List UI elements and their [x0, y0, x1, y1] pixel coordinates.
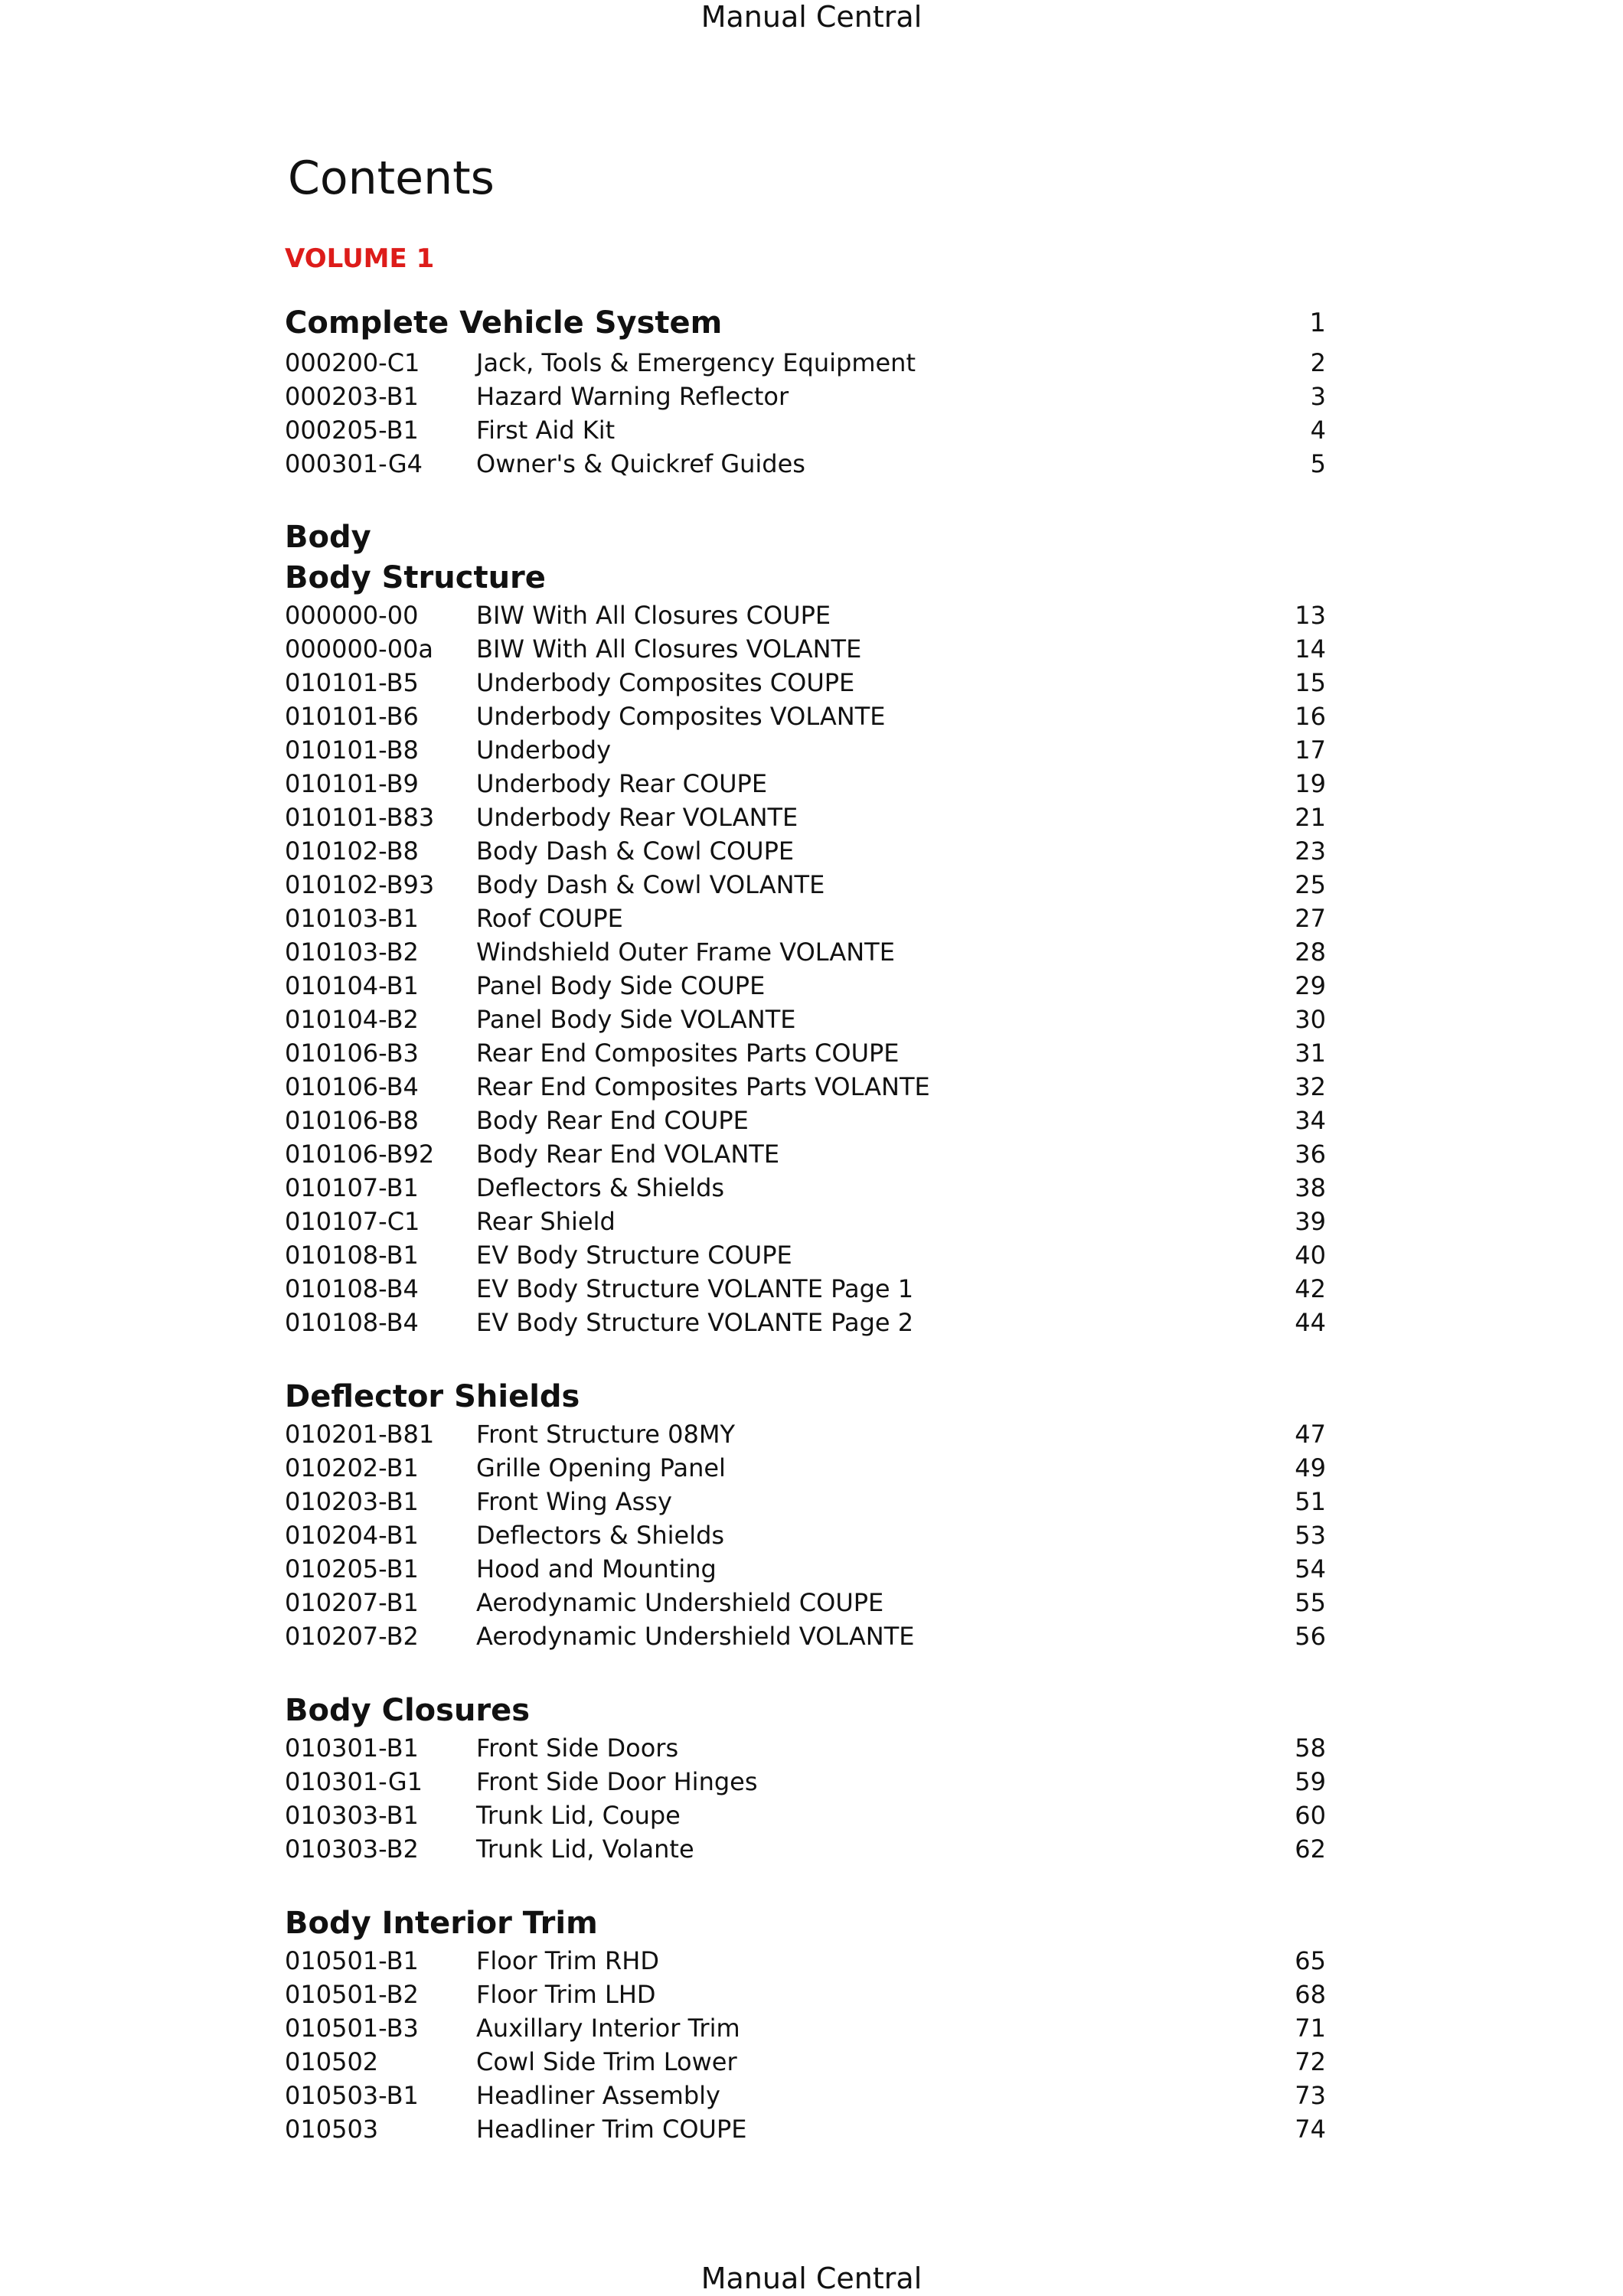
toc-entry[interactable]	[285, 1104, 1326, 1137]
entry-page-number: 71	[1295, 2014, 1326, 2043]
toc-entry[interactable]	[285, 1306, 1326, 1339]
entry-name: BIW With All Closures COUPE	[476, 601, 831, 630]
entry-name: Aerodynamic Undershield VOLANTE	[476, 1622, 915, 1651]
entry-page-number: 36	[1295, 1140, 1326, 1169]
section-title: Body	[285, 520, 371, 555]
entry-page-number: 21	[1295, 803, 1326, 832]
entry-code: 010204-B1	[285, 1521, 419, 1550]
entry-code: 010502	[285, 2047, 379, 2076]
entry-name: BIW With All Closures VOLANTE	[476, 634, 862, 664]
entry-code: 010501-B3	[285, 2014, 419, 2043]
entry-code: 010203-B1	[285, 1487, 419, 1516]
entry-page-number: 44	[1295, 1308, 1326, 1337]
entry-page-number: 53	[1295, 1521, 1326, 1550]
entry-page-number: 54	[1295, 1554, 1326, 1583]
toc-entry[interactable]	[285, 380, 1326, 413]
entry-code: 010201-B81	[285, 1420, 435, 1449]
entry-page-number: 27	[1295, 904, 1326, 933]
entry-name: Trunk Lid, Volante	[476, 1835, 694, 1864]
toc-entry[interactable]	[285, 413, 1326, 447]
entry-name: Headliner Assembly	[476, 2081, 720, 2110]
entry-page-number: 74	[1295, 2115, 1326, 2144]
entry-code: 010106-B3	[285, 1039, 419, 1068]
toc-entry[interactable]	[285, 1070, 1326, 1104]
entry-page-number: 23	[1295, 837, 1326, 866]
toc-entry[interactable]	[285, 969, 1326, 1003]
entry-page-number: 39	[1295, 1207, 1326, 1236]
entry-page-number: 40	[1295, 1241, 1326, 1270]
volume-label: VOLUME 1	[285, 243, 435, 274]
entry-page-number: 72	[1295, 2047, 1326, 2076]
toc-entry[interactable]	[285, 632, 1326, 666]
entry-page-number: 42	[1295, 1274, 1326, 1303]
subsection-heading[interactable]: Body Structure	[285, 560, 546, 595]
entry-page-number: 19	[1295, 769, 1326, 798]
entry-page-number: 55	[1295, 1588, 1326, 1617]
entry-page-number: 73	[1295, 2081, 1326, 2110]
toc-entry[interactable]	[285, 1238, 1326, 1272]
toc-entry[interactable]	[285, 1171, 1326, 1205]
entry-name: Trunk Lid, Coupe	[476, 1801, 681, 1830]
entry-page-number: 56	[1295, 1622, 1326, 1651]
page-header: Manual Central	[700, 0, 923, 34]
entry-code: 010103-B2	[285, 938, 419, 967]
entry-code: 010501-B1	[285, 1946, 419, 1975]
entry-name: Roof COUPE	[476, 904, 623, 933]
entry-code: 010301-B1	[285, 1733, 419, 1763]
entry-name: Underbody Rear COUPE	[476, 769, 768, 798]
entry-name: Windshield Outer Frame VOLANTE	[476, 938, 895, 967]
entry-page-number: 17	[1295, 735, 1326, 765]
entry-code: 010107-C1	[285, 1207, 420, 1236]
entry-name: Body Dash & Cowl COUPE	[476, 837, 795, 866]
subsection-spacer	[285, 1866, 1326, 1903]
entry-name: Headliner Trim COUPE	[476, 2115, 747, 2144]
entry-page-number: 62	[1295, 1835, 1326, 1864]
entry-page-number: 29	[1295, 971, 1326, 1000]
entry-code: 010108-B4	[285, 1274, 419, 1303]
entry-name: Floor Trim LHD	[476, 1980, 656, 2009]
section-heading[interactable]	[285, 303, 1326, 343]
entry-page-number: 2	[1310, 348, 1326, 377]
entry-page-number: 14	[1295, 634, 1326, 664]
entry-code: 010205-B1	[285, 1554, 419, 1583]
entry-code: 010104-B2	[285, 1005, 419, 1034]
page-title: Contents	[288, 152, 495, 205]
entry-page-number: 65	[1295, 1946, 1326, 1975]
toc-entry[interactable]	[285, 1731, 1326, 1765]
entry-code: 010102-B93	[285, 870, 435, 899]
entry-name: Body Rear End VOLANTE	[476, 1140, 780, 1169]
toc-entry[interactable]	[285, 1137, 1326, 1171]
entry-page-number: 51	[1295, 1487, 1326, 1516]
entry-page-number: 15	[1295, 668, 1326, 697]
entry-page-number: 59	[1295, 1767, 1326, 1796]
entry-name: Grille Opening Panel	[476, 1453, 726, 1482]
toc-entry[interactable]	[285, 447, 1326, 481]
toc-entry[interactable]	[285, 834, 1326, 868]
toc-entry[interactable]	[285, 1552, 1326, 1586]
entry-code: 010207-B1	[285, 1588, 419, 1617]
entry-name: Jack, Tools & Emergency Equipment	[476, 348, 916, 377]
entry-name: EV Body Structure COUPE	[476, 1241, 792, 1270]
entry-name: Underbody	[476, 735, 611, 765]
entry-page-number: 4	[1310, 416, 1326, 445]
entry-name: Front Wing Assy	[476, 1487, 672, 1516]
toc-entry[interactable]	[285, 1451, 1326, 1485]
entry-code: 010207-B2	[285, 1622, 419, 1651]
entry-code: 010101-B5	[285, 668, 419, 697]
toc-entry[interactable]	[285, 2011, 1326, 2045]
toc-entry[interactable]	[285, 1003, 1326, 1036]
entry-name: Body Rear End COUPE	[476, 1106, 749, 1135]
subsection-heading[interactable]: Body Interior Trim	[285, 1906, 598, 1941]
entry-code: 010103-B1	[285, 904, 419, 933]
entry-page-number: 5	[1310, 449, 1326, 478]
toc-entry[interactable]	[285, 346, 1326, 380]
entry-name: Front Side Door Hinges	[476, 1767, 758, 1796]
toc-entry[interactable]	[285, 598, 1326, 632]
toc-entry[interactable]	[285, 1417, 1326, 1451]
toc-entry[interactable]	[285, 1978, 1326, 2011]
subsection-heading[interactable]: Body Closures	[285, 1693, 531, 1728]
page-footer: Manual Central	[700, 2262, 923, 2295]
toc-entry[interactable]	[285, 1036, 1326, 1070]
entry-name: Deflectors & Shields	[476, 1173, 725, 1202]
toc-entry[interactable]	[285, 2079, 1326, 2112]
entry-code: 010503-B1	[285, 2081, 419, 2110]
entry-code: 010104-B1	[285, 971, 419, 1000]
entry-name: Auxillary Interior Trim	[476, 2014, 740, 2043]
toc-entry[interactable]	[285, 902, 1326, 935]
entry-name: Hazard Warning Reflector	[476, 382, 789, 411]
toc-entry[interactable]	[285, 935, 1326, 969]
entry-name: Front Structure 08MY	[476, 1420, 736, 1449]
entry-name: Body Dash & Cowl VOLANTE	[476, 870, 825, 899]
entry-code: 010503	[285, 2115, 379, 2144]
entry-name: Rear End Composites Parts COUPE	[476, 1039, 900, 1068]
entry-code: 000301-G4	[285, 449, 423, 478]
entry-page-number: 31	[1295, 1039, 1326, 1068]
toc-entry[interactable]	[285, 1272, 1326, 1306]
toc-entry[interactable]	[285, 1485, 1326, 1518]
entry-code: 010303-B1	[285, 1801, 419, 1830]
entry-code: 000200-C1	[285, 348, 420, 377]
toc-entry[interactable]	[285, 868, 1326, 902]
entry-code: 000205-B1	[285, 416, 419, 445]
toc-entry[interactable]	[285, 700, 1326, 733]
entry-page-number: 60	[1295, 1801, 1326, 1830]
entry-name: Floor Trim RHD	[476, 1946, 659, 1975]
toc-entry[interactable]	[285, 2112, 1326, 2146]
entry-code: 010101-B9	[285, 769, 419, 798]
entry-code: 010501-B2	[285, 1980, 419, 2009]
toc-entry[interactable]	[285, 666, 1326, 700]
entry-name: Rear End Composites Parts VOLANTE	[476, 1072, 930, 1101]
entry-page-number: 16	[1295, 702, 1326, 731]
entry-code: 010106-B92	[285, 1140, 435, 1169]
subsection-heading[interactable]: Deflector Shields	[285, 1379, 580, 1414]
toc-entry[interactable]	[285, 1205, 1326, 1238]
entry-page-number: 28	[1295, 938, 1326, 967]
entry-name: Aerodynamic Undershield COUPE	[476, 1588, 884, 1617]
entry-code: 010106-B4	[285, 1072, 419, 1101]
entry-name: EV Body Structure VOLANTE Page 1	[476, 1274, 914, 1303]
toc-entry[interactable]	[285, 1619, 1326, 1653]
entry-page-number: 47	[1295, 1420, 1326, 1449]
toc-entry[interactable]	[285, 1586, 1326, 1619]
toc-entry[interactable]	[285, 733, 1326, 767]
entry-code: 010106-B8	[285, 1106, 419, 1135]
toc-entry[interactable]	[285, 1799, 1326, 1832]
entry-name: Underbody Composites VOLANTE	[476, 702, 886, 731]
entry-page-number: 30	[1295, 1005, 1326, 1034]
entry-code: 010202-B1	[285, 1453, 419, 1482]
entry-name: Rear Shield	[476, 1207, 616, 1236]
entry-code: 010102-B8	[285, 837, 419, 866]
entry-name: EV Body Structure VOLANTE Page 2	[476, 1308, 914, 1337]
entry-page-number: 49	[1295, 1453, 1326, 1482]
toc-entry[interactable]	[285, 1765, 1326, 1799]
toc-entry[interactable]	[285, 2045, 1326, 2079]
section-page-number: 1	[1309, 308, 1326, 338]
entry-page-number: 32	[1295, 1072, 1326, 1101]
entry-name: Hood and Mounting	[476, 1554, 717, 1583]
subsection-spacer	[285, 1339, 1326, 1376]
entry-code: 010108-B1	[285, 1241, 419, 1270]
entry-page-number: 34	[1295, 1106, 1326, 1135]
entry-page-number: 3	[1310, 382, 1326, 411]
entry-name: Underbody Composites COUPE	[476, 668, 855, 697]
entry-code: 010101-B6	[285, 702, 419, 731]
entry-name: Underbody Rear VOLANTE	[476, 803, 798, 832]
entry-page-number: 38	[1295, 1173, 1326, 1202]
entry-code: 010101-B83	[285, 803, 435, 832]
entry-page-number: 58	[1295, 1733, 1326, 1763]
entry-page-number: 13	[1295, 601, 1326, 630]
entry-name: Cowl Side Trim Lower	[476, 2047, 737, 2076]
section-spacer	[285, 481, 1326, 517]
entry-page-number: 68	[1295, 1980, 1326, 2009]
section-title: Complete Vehicle System	[285, 305, 723, 341]
section-heading[interactable]	[285, 517, 1326, 557]
entry-code: 000000-00	[285, 601, 419, 630]
entry-name: Front Side Doors	[476, 1733, 679, 1763]
entry-name: First Aid Kit	[476, 416, 616, 445]
entry-code: 010108-B4	[285, 1308, 419, 1337]
toc-entry[interactable]	[285, 767, 1326, 801]
entry-code: 000000-00a	[285, 634, 434, 664]
entry-name: Owner's & Quickref Guides	[476, 449, 805, 478]
toc-entry[interactable]	[285, 1832, 1326, 1866]
entry-name: Deflectors & Shields	[476, 1521, 725, 1550]
entry-name: Panel Body Side VOLANTE	[476, 1005, 796, 1034]
entry-code: 010101-B8	[285, 735, 419, 765]
toc-entry[interactable]	[285, 1944, 1326, 1978]
table-of-contents	[285, 303, 1326, 2146]
entry-name: Panel Body Side COUPE	[476, 971, 766, 1000]
entry-code: 000203-B1	[285, 382, 419, 411]
subsection-spacer	[285, 1653, 1326, 1690]
entry-page-number: 25	[1295, 870, 1326, 899]
toc-entry[interactable]	[285, 801, 1326, 834]
entry-code: 010303-B2	[285, 1835, 419, 1864]
toc-entry[interactable]	[285, 1518, 1326, 1552]
entry-code: 010301-G1	[285, 1767, 423, 1796]
entry-code: 010107-B1	[285, 1173, 419, 1202]
